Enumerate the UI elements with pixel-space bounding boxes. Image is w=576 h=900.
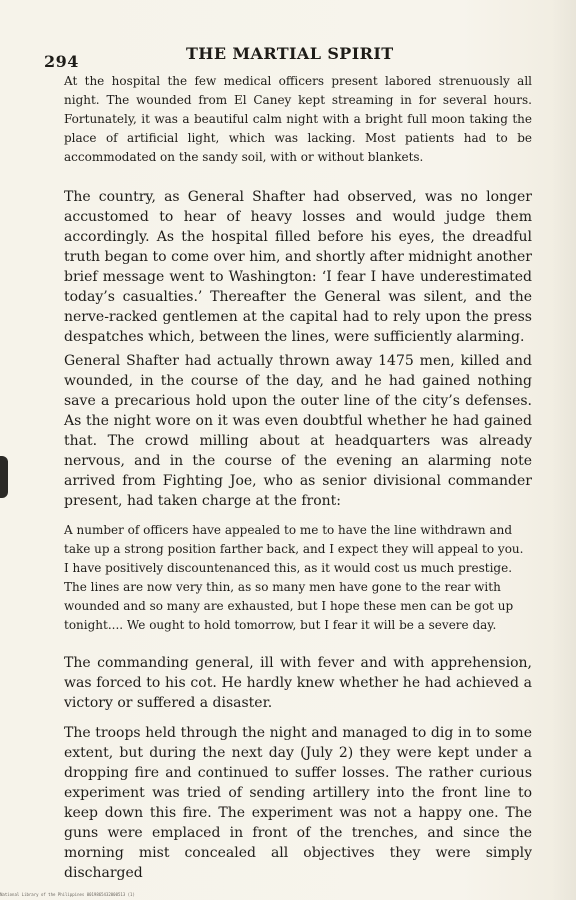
paragraph-shafter-casualties: General Shafter had actually thrown away 1475 men, killed and wounded, in the course of the day, and he had gained nothing save a precarious hold upon the outer line of the city’s defenses. As the night wore on it was even doubtful whether he had gained that. The crowd milling about at headquarters was already nervous, and in the course of the evening an alarming note arrived from Fighting Joe, who as senior divisional commander present, had taken charge at the front: xyxy=(64,353,532,509)
paragraph-country-losses: The country, as General Shafter had observed, was no longer accustomed to hear of heavy losses and would judge them accordingly. As the hospital filled before his eyes, the dreadful truth began to come over him, and shortly after midnight another brief message went to Washington: ‘I fear I have underestimated today’s casualties.’ Thereafter the General was silent, and the nerve-racked gentlemen at the capital had to rely upon the press despatches which, between the lines, were sufficiently alarming. xyxy=(64,189,532,345)
running-title: THE MARTIAL SPIRIT xyxy=(186,44,394,63)
paragraph-troops-held: The troops held through the night and managed to dig in to some extent, but during the next day (July 2) they were kept under a dropping fire and continued to suffer losses. The rather curious experiment was tried of sending artillery into the front line to keep down this fire. The experiment was not a happy one. The guns were emplaced in front of the trenches, and since the morning mist concealed all objectives they were simply discharged xyxy=(64,725,532,881)
paragraph-hospital: At the hospital the few medical officers present labored strenuously all night. The wounded from El Caney kept streaming in for several hours. Fortunately, it was a beautiful calm night with a bright full moon taking the place of artificial light, which was lacking. Most patients had to be accommodated on the sandy soil, with or without blankets. xyxy=(64,74,532,164)
page-edge-shadow xyxy=(552,0,576,900)
page-body xyxy=(64,72,532,883)
scan-footer: National Library of the Philippines 0019865432000513 (1) xyxy=(0,892,135,897)
binding-mark xyxy=(0,456,8,498)
paragraph-commanding-general: The commanding general, ill with fever and with apprehension, was forced to his cot. He hardly knew whether he had achieved a victory or suffered a disaster. xyxy=(64,655,532,711)
page-number: 294 xyxy=(44,52,79,71)
quoted-note: A number of officers have appealed to me to have the line withdrawn and take up a strong position farther back, and I expect they will appeal to you. I have positively discountenanced this, as it would cost us much prestige. The lines are now very thin, as so many men have gone to the rear with wounded and so many are exhausted, but I hope these men can be got up tonight.... We ought to hold tomorrow, but I fear it will be a severe day. xyxy=(64,523,524,632)
page-header xyxy=(44,44,534,74)
